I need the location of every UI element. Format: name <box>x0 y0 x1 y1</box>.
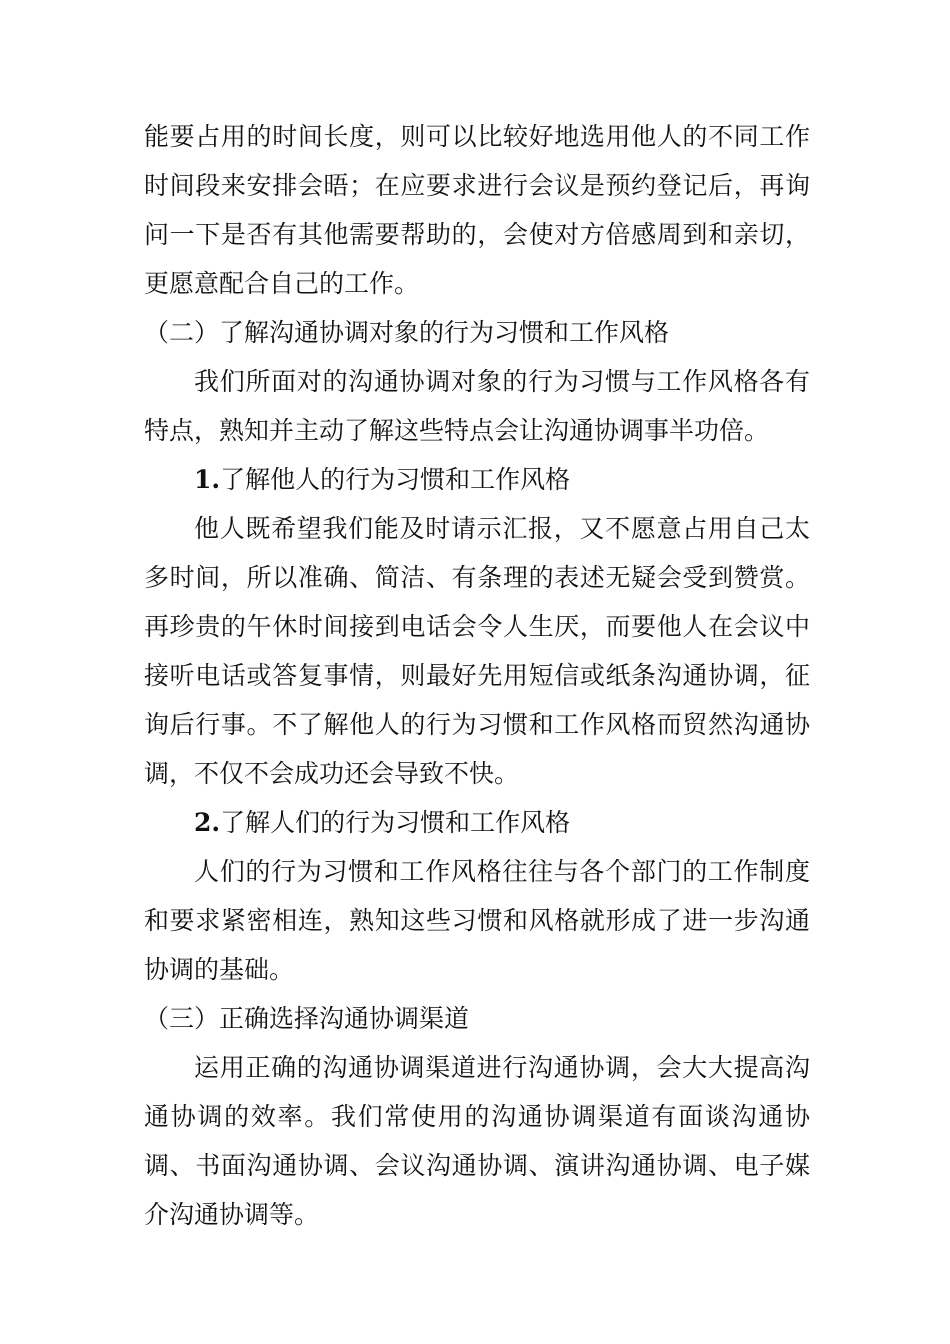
subheading-number: 1. <box>194 465 221 494</box>
subheading-text: 了解他人的行为习惯和工作风格 <box>220 465 571 494</box>
paragraph-continuation: 能要占用的时间长度，则可以比较好地选用他人的不同工作时间段来安排会晤；在应要求进行会议是预约登记后，再询问一下是否有其他需要帮助的，会使对方倍感周到和亲切，更愿意配合自己的工作。 <box>144 122 810 298</box>
subheading-1 <box>144 455 810 504</box>
paragraph-body: 我们所面对的沟通协调对象的行为习惯与工作风格各有特点，熟知并主动了解这些特点会让沟通协调事半功倍。 <box>144 367 810 445</box>
subheading-text: 了解人们的行为习惯和工作风格 <box>220 808 571 837</box>
paragraph-body: 运用正确的沟通协调渠道进行沟通协调，会大大提高沟通协调的效率。我们常使用的沟通协调渠道有面谈沟通协调、书面沟通协调、会议沟通协调、演讲沟通协调、电子媒介沟通协调等。 <box>144 1053 810 1229</box>
subheading-number: 2. <box>194 808 221 837</box>
section-heading-2: （二）了解沟通协调对象的行为习惯和工作风格 <box>144 318 670 347</box>
subheading-2 <box>144 798 810 847</box>
paragraph-body: 人们的行为习惯和工作风格往往与各个部门的工作制度和要求紧密相连，熟知这些习惯和风格就形成了进一步沟通协调的基础。 <box>144 857 810 984</box>
paragraph-body: 他人既希望我们能及时请示汇报，又不愿意占用自己太多时间，所以准确、简洁、有条理的表述无疑会受到赞赏。再珍贵的午休时间接到电话会令人生厌，而要他人在会议中接听电话或答复事情，则最好先用短信或纸条沟通协调，征询后行事。不了解他人的行为习惯和工作风格而贸然沟通协调，不仅不会成功还会导致不快。 <box>144 514 810 788</box>
document-body <box>144 112 810 1239</box>
section-heading-3: （三）正确选择沟通协调渠道 <box>144 1004 470 1033</box>
